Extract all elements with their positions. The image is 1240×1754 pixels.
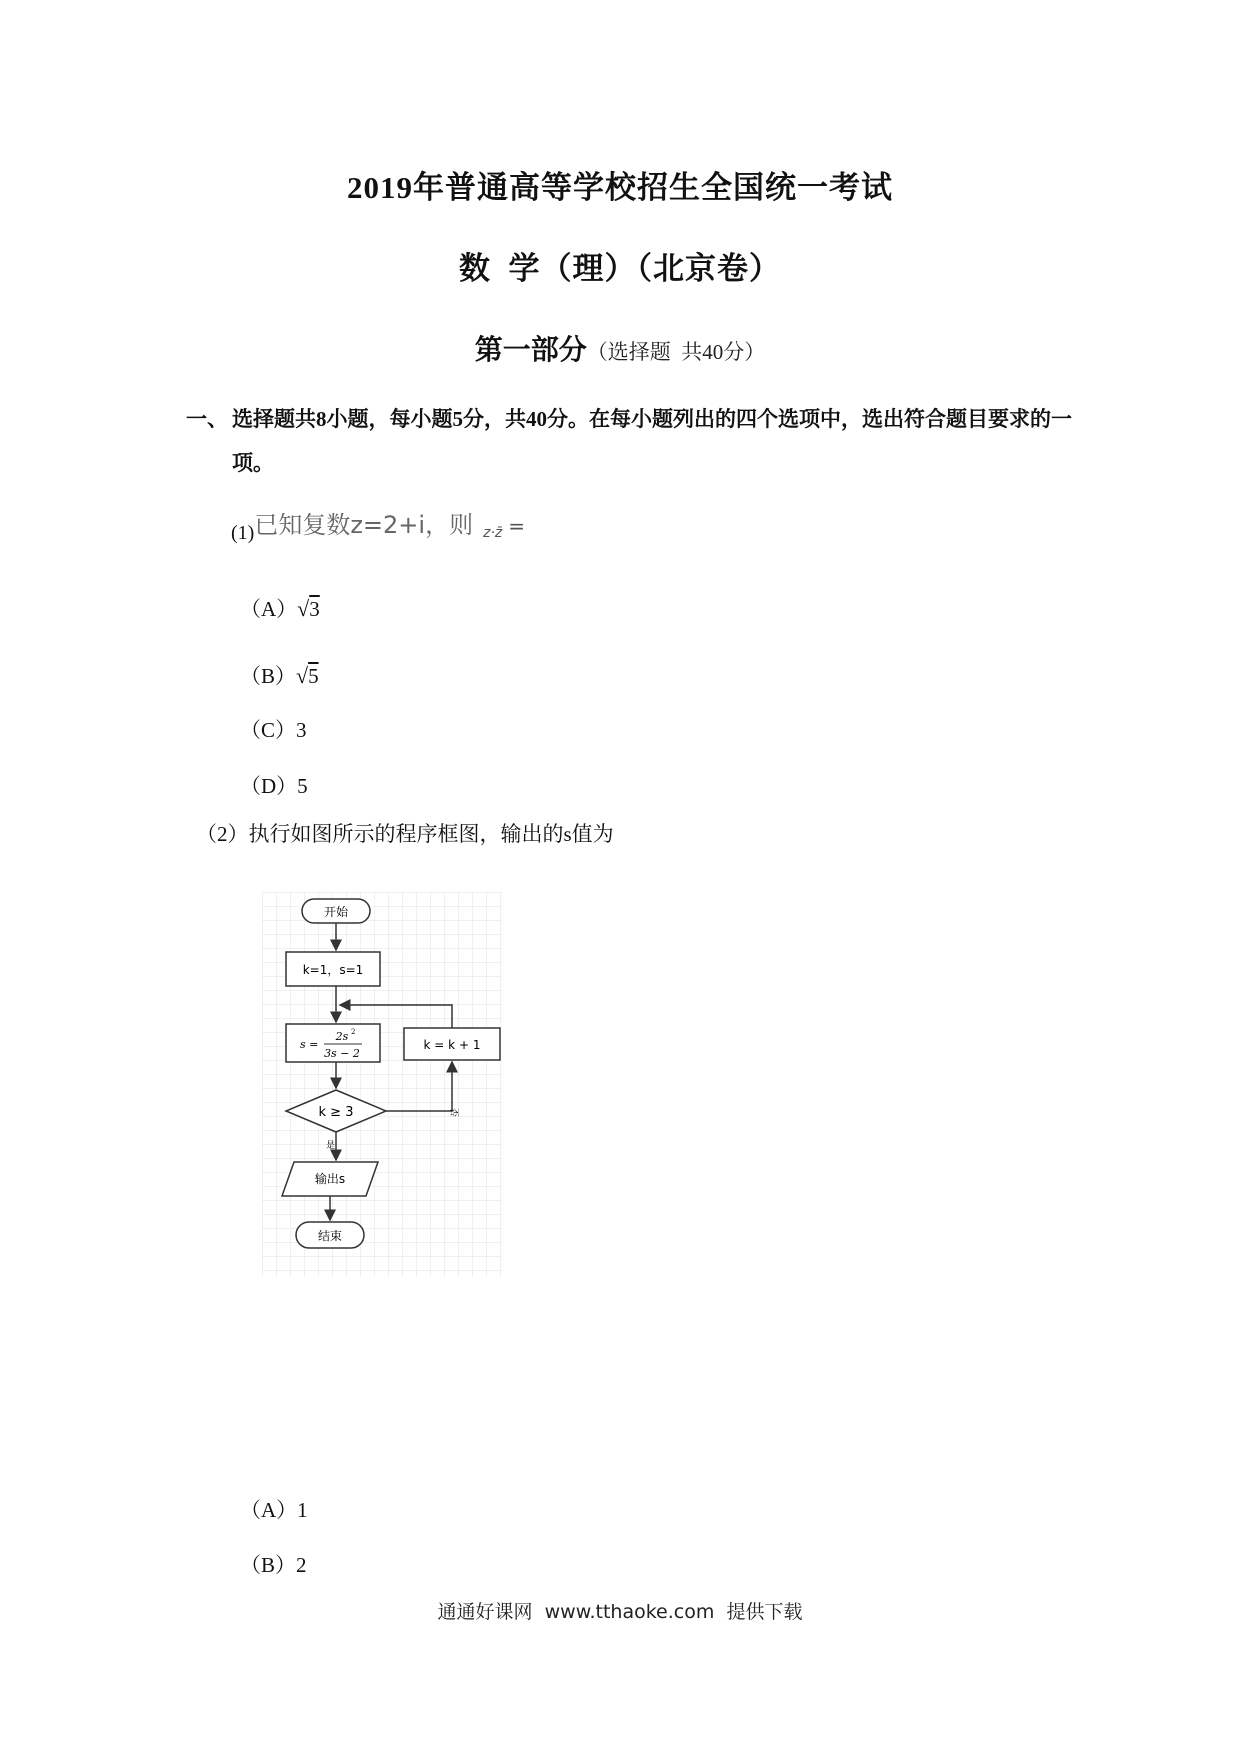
grid-background bbox=[262, 892, 502, 1277]
option-label: （D） bbox=[240, 774, 298, 798]
program-flowchart bbox=[262, 892, 502, 1277]
exam-subtitle: 数 学（理）（北京卷） bbox=[459, 251, 781, 286]
question-1-equals: = bbox=[508, 514, 526, 538]
option-label: （C） bbox=[240, 718, 297, 742]
yes-branch-label: 是 bbox=[326, 1141, 336, 1151]
option-value: 1 bbox=[297, 1498, 308, 1522]
init-label: k=1，s=1 bbox=[302, 963, 364, 977]
question-1-option-d[interactable] bbox=[240, 770, 308, 800]
option-label: （B） bbox=[240, 664, 297, 688]
question-2-option-b[interactable] bbox=[240, 1549, 307, 1579]
option-label: （A） bbox=[240, 597, 298, 621]
option-value: 5 bbox=[308, 664, 319, 688]
page-footer: 通通好课网 www.tthaoke.com 提供下载 bbox=[437, 1601, 803, 1623]
start-label: 开始 bbox=[323, 905, 349, 919]
part-heading bbox=[0, 328, 1240, 368]
sqrt-symbol: √ bbox=[297, 596, 310, 621]
question-2 bbox=[196, 818, 614, 848]
option-value: 3 bbox=[296, 718, 307, 742]
question-1-option-a[interactable] bbox=[240, 593, 320, 623]
sqrt-symbol: √ bbox=[296, 663, 309, 688]
assign-lhs: s = bbox=[300, 1038, 319, 1051]
question-1-option-b[interactable] bbox=[240, 660, 319, 690]
assign-denominator: 3s − 2 bbox=[324, 1047, 360, 1060]
section-instruction bbox=[186, 397, 1076, 485]
increment-label: k = k + 1 bbox=[423, 1038, 481, 1052]
part-note: （选择题 共40分） bbox=[586, 340, 766, 364]
section-number: 一、 bbox=[186, 407, 228, 431]
no-branch-label: 否 bbox=[448, 1108, 458, 1118]
exam-title: 2019年普通高等学校招生全国统一考试 bbox=[347, 170, 893, 205]
condition-label: k ≥ 3 bbox=[318, 1105, 354, 1120]
question-2-number: （2） bbox=[196, 822, 249, 846]
end-label: 结束 bbox=[317, 1229, 343, 1243]
assign-numerator-exponent: 2 bbox=[351, 1028, 356, 1036]
question-2-stem: 执行如图所示的程序框图，输出的s值为 bbox=[248, 822, 614, 846]
question-1-stem: 已知复数z=2+i，则 bbox=[254, 511, 474, 539]
section-text: 选择题共8小题，每小题5分，共40分。在每小题列出的四个选项中，选出符合题目要求的一项。 bbox=[232, 407, 1072, 475]
question-1-option-c[interactable] bbox=[240, 714, 307, 744]
output-label: 输出s bbox=[314, 1172, 346, 1186]
question-2-option-a[interactable] bbox=[240, 1494, 308, 1524]
question-1-number: (1) bbox=[231, 522, 255, 544]
option-value: 3 bbox=[309, 597, 320, 621]
option-label: （B） bbox=[240, 1553, 297, 1577]
question-1 bbox=[231, 505, 525, 545]
option-label: （A） bbox=[240, 1498, 298, 1522]
option-value: 2 bbox=[296, 1553, 307, 1577]
option-value: 5 bbox=[297, 774, 308, 798]
assign-numerator: 2s bbox=[335, 1030, 349, 1043]
question-1-expression: z·z̄ bbox=[483, 525, 503, 541]
part-title: 第一部分 bbox=[474, 335, 587, 366]
